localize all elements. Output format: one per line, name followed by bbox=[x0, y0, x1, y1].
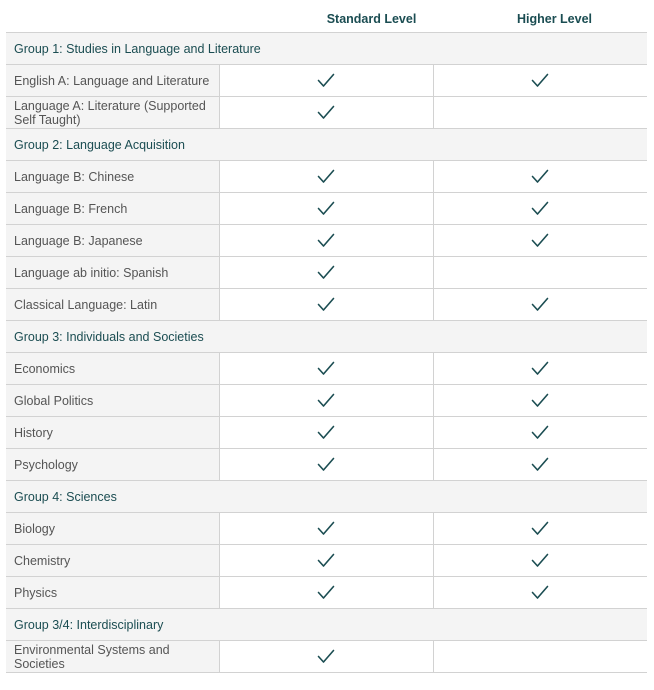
checkmark-icon bbox=[317, 361, 335, 376]
higher-level-cell bbox=[433, 353, 647, 385]
checkmark-icon bbox=[317, 649, 335, 664]
subject-row bbox=[6, 257, 647, 289]
subject-name: Language A: Literature (Supported Self Taught) bbox=[6, 97, 220, 129]
checkmark-icon bbox=[317, 553, 335, 568]
standard-level-heading: Standard Level bbox=[326, 12, 417, 26]
subject-row bbox=[6, 417, 647, 449]
checkmark-icon bbox=[317, 201, 335, 216]
subject-name: Language B: Chinese bbox=[6, 161, 220, 193]
standard-level-cell bbox=[220, 65, 434, 97]
checkmark-icon bbox=[531, 521, 549, 536]
checkmark-icon bbox=[531, 297, 549, 312]
checkmark-icon bbox=[531, 361, 549, 376]
group-title: Group 3: Individuals and Societies bbox=[6, 321, 647, 353]
group-header-row bbox=[6, 321, 647, 353]
subjects-table-body bbox=[6, 33, 647, 673]
subject-name: Environmental Systems and Societies bbox=[6, 641, 220, 673]
group-header-row bbox=[6, 481, 647, 513]
subject-row bbox=[6, 385, 647, 417]
standard-level-cell bbox=[220, 353, 434, 385]
checkmark-icon bbox=[531, 169, 549, 184]
higher-level-cell bbox=[433, 449, 647, 481]
higher-level-cell bbox=[433, 193, 647, 225]
higher-level-cell bbox=[433, 161, 647, 193]
subject-row bbox=[6, 353, 647, 385]
standard-level-cell bbox=[220, 97, 434, 129]
checkmark-icon bbox=[531, 425, 549, 440]
standard-level-cell bbox=[220, 385, 434, 417]
subject-row bbox=[6, 193, 647, 225]
checkmark-icon bbox=[317, 233, 335, 248]
subject-name: Chemistry bbox=[6, 545, 220, 577]
standard-level-cell bbox=[220, 545, 434, 577]
subject-name: Economics bbox=[6, 353, 220, 385]
subject-name: Language B: French bbox=[6, 193, 220, 225]
standard-level-cell bbox=[220, 449, 434, 481]
subject-name: Biology bbox=[6, 513, 220, 545]
subject-row bbox=[6, 545, 647, 577]
subject-name: Language ab initio: Spanish bbox=[6, 257, 220, 289]
subject-name: Language B: Japanese bbox=[6, 225, 220, 257]
checkmark-icon bbox=[531, 201, 549, 216]
group-header-row bbox=[6, 609, 647, 641]
higher-level-cell bbox=[433, 577, 647, 609]
higher-level-cell bbox=[433, 385, 647, 417]
standard-level-cell bbox=[220, 513, 434, 545]
higher-level-cell bbox=[433, 513, 647, 545]
checkmark-icon bbox=[531, 393, 549, 408]
checkmark-icon bbox=[531, 553, 549, 568]
checkmark-icon bbox=[317, 521, 335, 536]
subject-name: Classical Language: Latin bbox=[6, 289, 220, 321]
higher-level-heading: Higher Level bbox=[516, 12, 593, 26]
subject-row bbox=[6, 225, 647, 257]
higher-level-cell bbox=[433, 417, 647, 449]
higher-level-cell bbox=[433, 289, 647, 321]
higher-level-cell bbox=[433, 257, 647, 289]
checkmark-icon bbox=[317, 105, 335, 120]
higher-level-cell bbox=[433, 65, 647, 97]
higher-level-cell bbox=[433, 97, 647, 129]
checkmark-icon bbox=[317, 425, 335, 440]
standard-level-cell bbox=[220, 193, 434, 225]
subject-row bbox=[6, 289, 647, 321]
checkmark-icon bbox=[317, 297, 335, 312]
subject-name: Psychology bbox=[6, 449, 220, 481]
checkmark-icon bbox=[531, 585, 549, 600]
subject-name: Physics bbox=[6, 577, 220, 609]
checkmark-icon bbox=[317, 265, 335, 280]
checkmark-icon bbox=[317, 169, 335, 184]
subject-row bbox=[6, 161, 647, 193]
standard-level-cell bbox=[220, 641, 434, 673]
subject-name: History bbox=[6, 417, 220, 449]
checkmark-icon bbox=[317, 585, 335, 600]
subject-row bbox=[6, 97, 647, 129]
standard-level-cell bbox=[220, 289, 434, 321]
standard-level-cell bbox=[220, 577, 434, 609]
checkmark-icon bbox=[317, 73, 335, 88]
standard-level-cell bbox=[220, 257, 434, 289]
standard-level-cell bbox=[220, 161, 434, 193]
checkmark-icon bbox=[531, 73, 549, 88]
checkmark-icon bbox=[531, 457, 549, 472]
group-header-row bbox=[6, 33, 647, 65]
higher-level-cell bbox=[433, 545, 647, 577]
higher-level-cell bbox=[433, 641, 647, 673]
subject-row bbox=[6, 449, 647, 481]
subject-row bbox=[6, 513, 647, 545]
subjects-table bbox=[6, 32, 647, 673]
subject-row bbox=[6, 577, 647, 609]
standard-level-cell bbox=[220, 417, 434, 449]
group-title: Group 2: Language Acquisition bbox=[6, 129, 647, 161]
group-header-row bbox=[6, 129, 647, 161]
checkmark-icon bbox=[317, 457, 335, 472]
group-title: Group 1: Studies in Language and Literature bbox=[6, 33, 647, 65]
standard-level-cell bbox=[220, 225, 434, 257]
checkmark-icon bbox=[317, 393, 335, 408]
group-title: Group 3/4: Interdisciplinary bbox=[6, 609, 647, 641]
group-title: Group 4: Sciences bbox=[6, 481, 647, 513]
subject-row bbox=[6, 65, 647, 97]
subject-name: English A: Language and Literature bbox=[6, 65, 220, 97]
subject-row bbox=[6, 641, 647, 673]
table-header bbox=[0, 0, 654, 32]
higher-level-cell bbox=[433, 225, 647, 257]
checkmark-icon bbox=[531, 233, 549, 248]
subject-name: Global Politics bbox=[6, 385, 220, 417]
